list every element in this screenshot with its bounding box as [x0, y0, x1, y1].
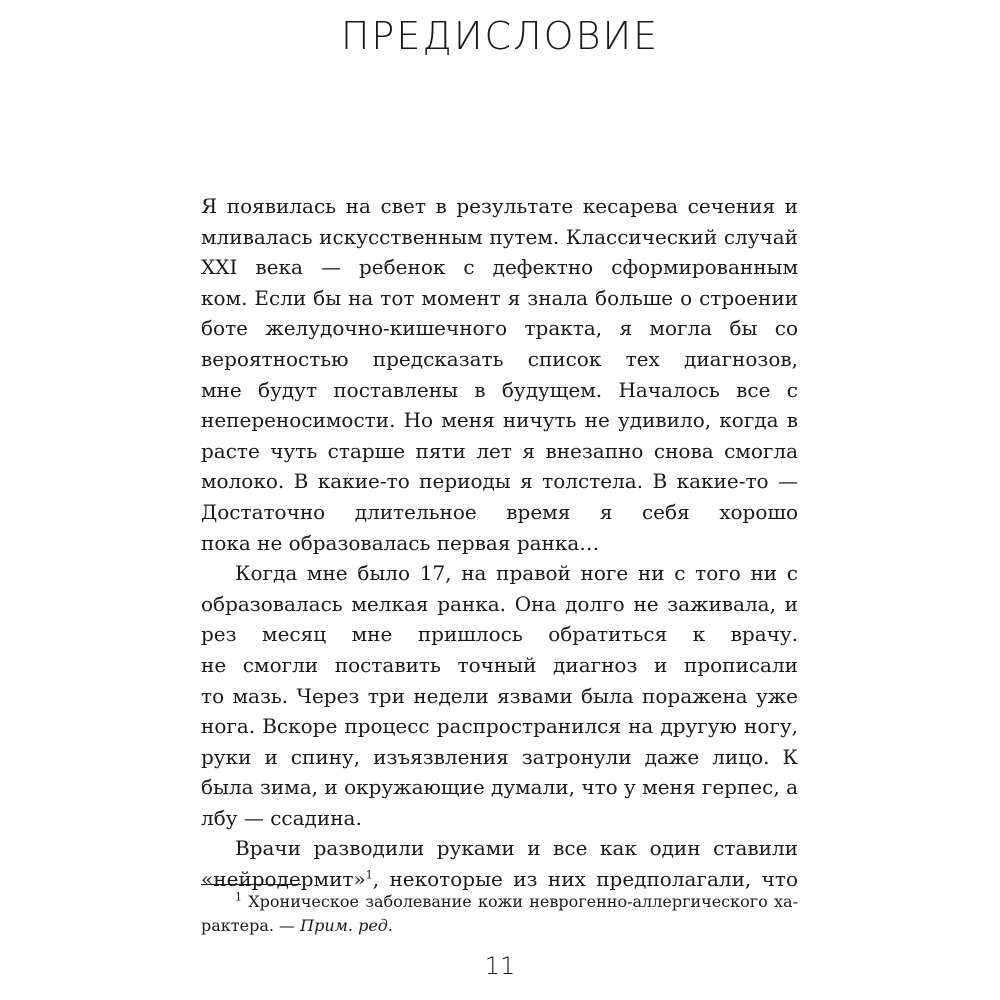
text-line: XXI века — ребенок с дефектно сформированным [201, 255, 798, 280]
text-line: была зима, и окружающие думали, что у меня герпес, а [201, 775, 798, 800]
text-line: руки и спину, изъязвления затронули даже лицо. К [201, 744, 798, 769]
text-line: ком. Если бы на тот момент я знала больше о строении [201, 285, 798, 310]
text-line: рез месяц мне пришлось обратиться к врачу. [201, 622, 798, 647]
footnote-line-1 [201, 890, 798, 914]
text-line: Я появилась на свет в результате кесарева сечения и [201, 194, 798, 218]
text-line: Врачи разводили руками и все как один ставили [235, 836, 798, 861]
footnote-ref-text-before: «нейродермит» [201, 867, 366, 892]
footnote-text-end: рактера. — [201, 916, 301, 935]
footnote-divider [201, 884, 301, 885]
text-line: непереносимости. Но меня ничуть не удивило, когда в [201, 408, 798, 433]
text-line: боте желудочно-кишечного тракта, я могла бы со [201, 316, 798, 341]
chapter-title: ПРЕДИСЛОВИЕ [340, 14, 660, 58]
text-line: нога. Вскоре процесс распространился на другую ногу, [201, 714, 798, 739]
text-line: мливалась искусственным путем. Классический случай [201, 224, 798, 249]
footnote-marker: 1 [235, 890, 242, 904]
page-number: 11 [484, 952, 516, 980]
text-line: лбу — ссадина. [201, 805, 362, 830]
footnote-ref-marker[interactable]: 1 [365, 868, 373, 882]
footnote-line-2 [201, 914, 798, 938]
footnote [201, 890, 798, 938]
text-line: молоко. В какие-то периоды я толстела. В какие-то — [201, 469, 798, 494]
text-line: Когда мне было 17, на правой ноге ни с того ни с [235, 561, 798, 586]
text-line: то мазь. Через три недели язвами была поражена уже [201, 683, 798, 708]
editor-note: Прим. ред. [300, 916, 394, 935]
footnote-ref-text-after: , некоторые из них предполагали, что [372, 867, 798, 892]
text-line: Достаточно длительное время я себя хорошо [201, 499, 798, 524]
footnote-text: Хроническое заболевание кожи неврогенно-аллергического ха- [242, 892, 798, 911]
text-line: расте чуть старше пяти лет я внезапно снова смогла [201, 438, 798, 463]
text-line: образовалась мелкая ранка. Она долго не заживала, и [201, 591, 798, 616]
text-line: не смогли поставить точный диагноз и прописали [201, 652, 798, 677]
text-line: мне будут поставлены в будущем. Началось все с [201, 377, 798, 402]
body-text [201, 191, 798, 895]
text-line: пока не образовалась первая ранка… [201, 530, 600, 555]
text-line: вероятностью предсказать список тех диагнозов, [201, 346, 798, 371]
